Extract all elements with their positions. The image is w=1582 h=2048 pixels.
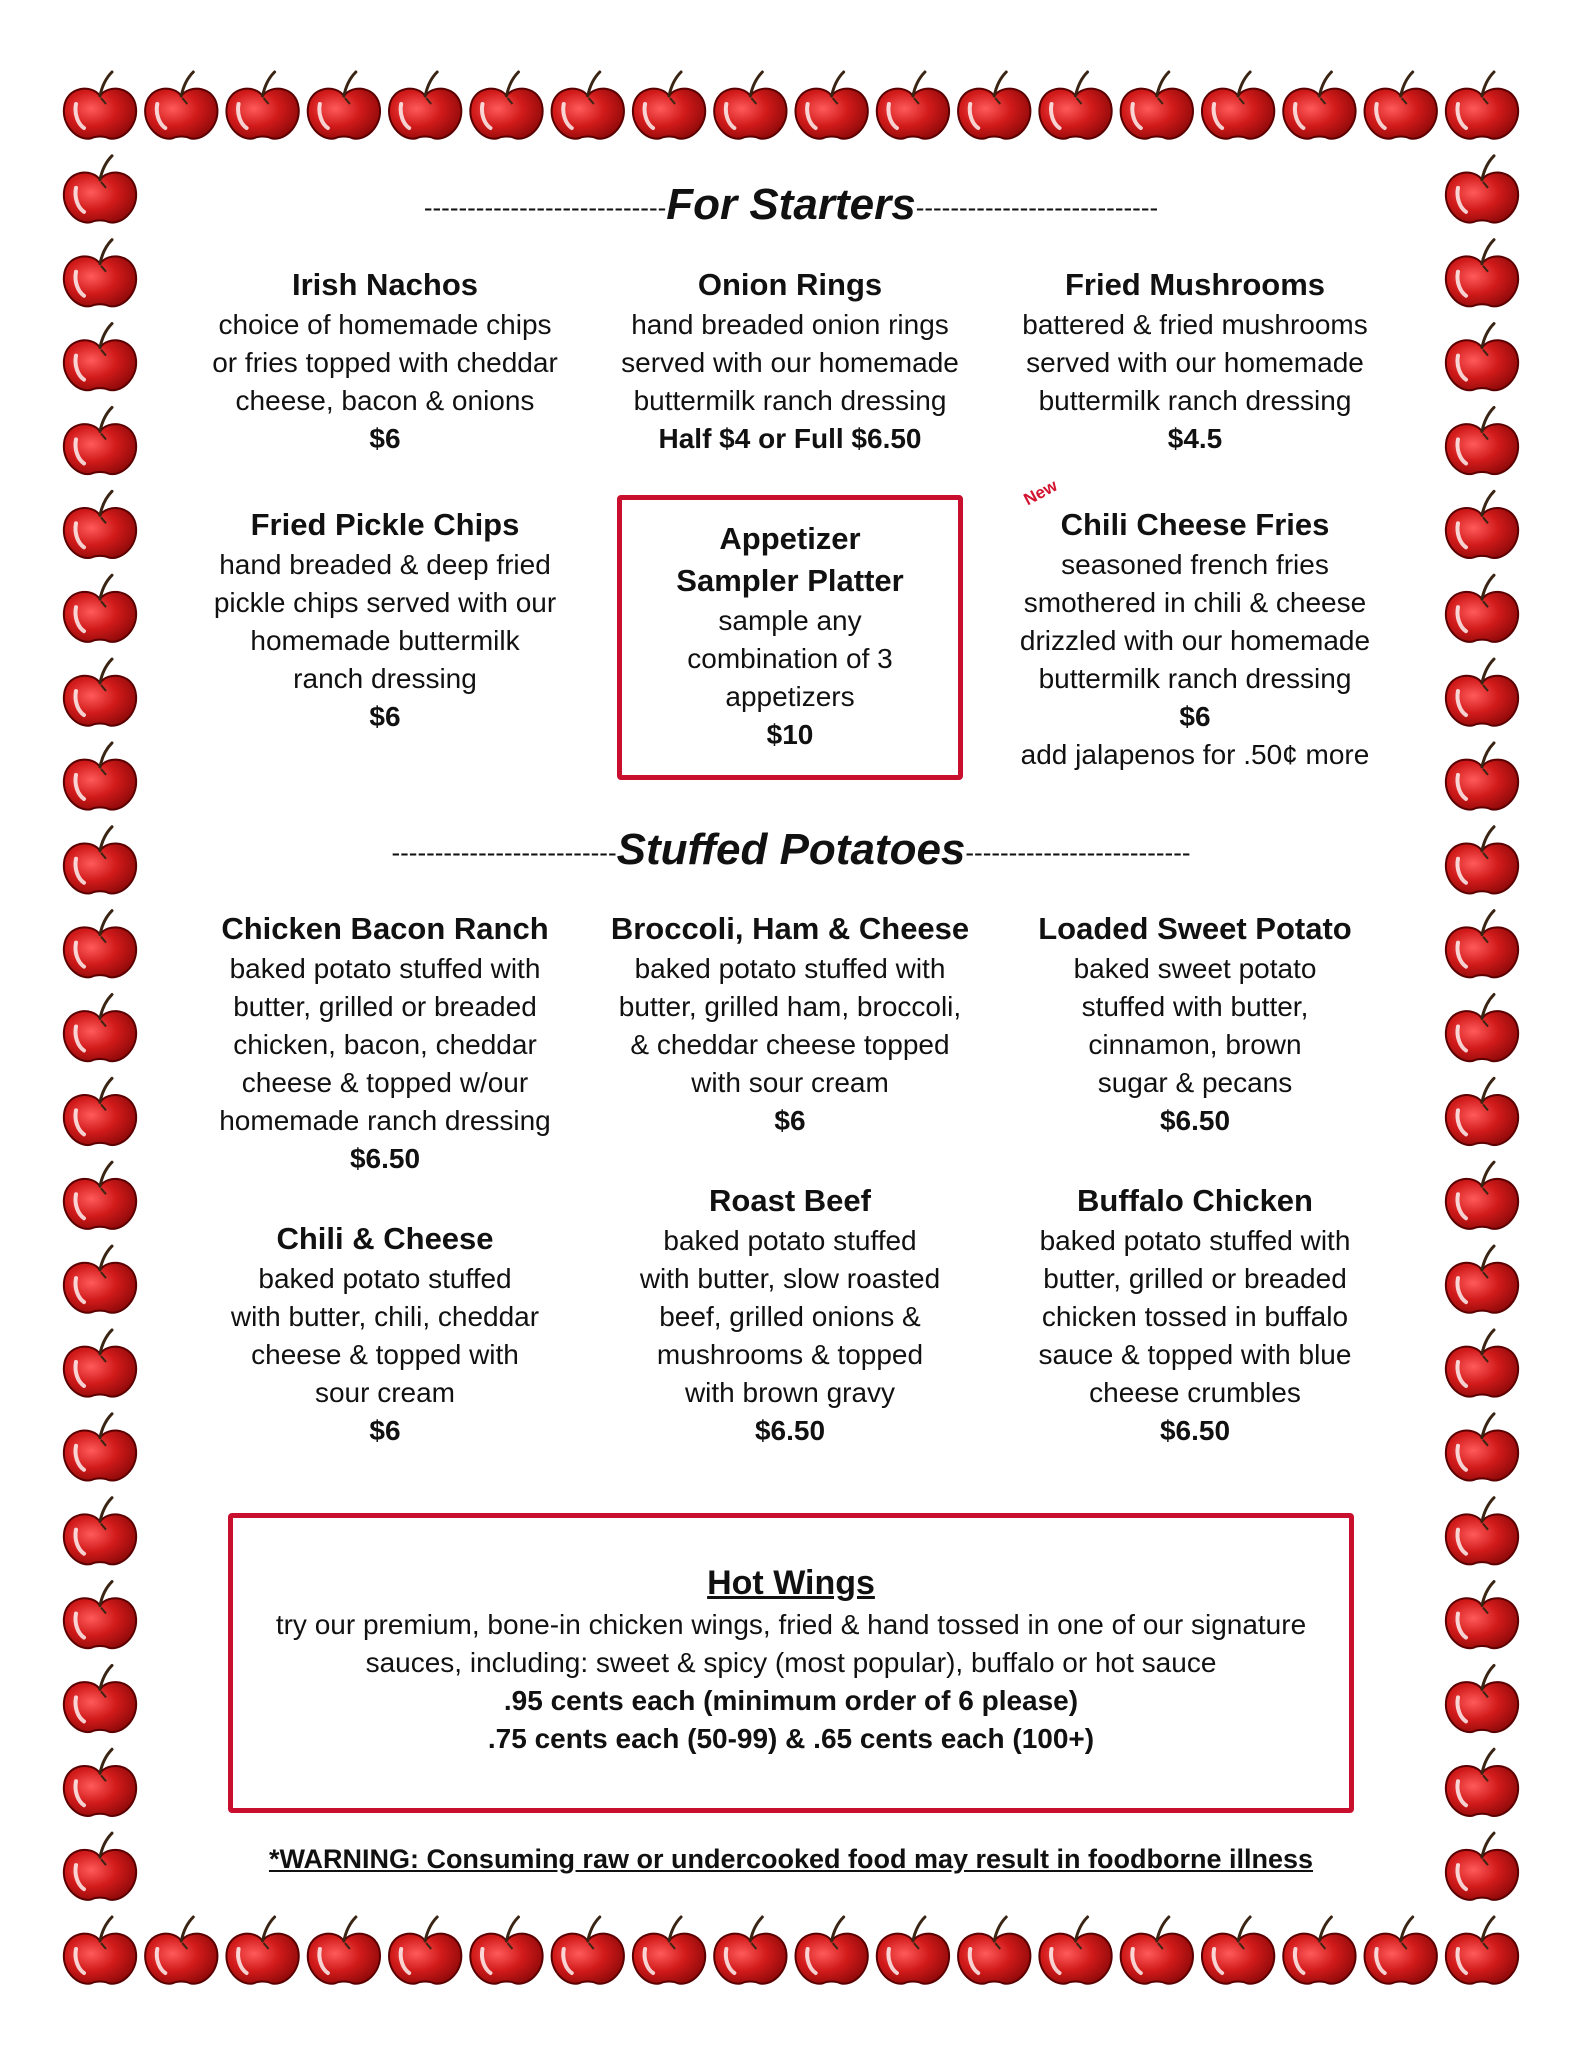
item-price: $6.50 xyxy=(754,1415,826,1446)
menu-item-fried-pickle-chips xyxy=(185,504,585,736)
hot-wings-price-line-1: .95 cents each (minimum order of 6 please) xyxy=(503,1685,1079,1716)
heading-rule-right: ---------------------------- xyxy=(915,192,1159,223)
hot-wings-price-line-2: .75 cents each (50-99) & .65 cents each (100+) xyxy=(487,1723,1095,1754)
item-price: $4.5 xyxy=(1167,423,1223,454)
item-price: $6.50 xyxy=(1159,1415,1231,1446)
item-description: baked potato stuffed with butter, slow roasted beef, grilled onions & mushrooms & topped with brown gravy xyxy=(639,1225,941,1408)
item-name: Roast Beef xyxy=(709,1183,871,1218)
hot-wings-title: Hot Wings xyxy=(707,1564,875,1602)
item-price: $6 xyxy=(1179,701,1211,732)
item-name: Chili & Cheese xyxy=(276,1221,494,1256)
item-name: Irish Nachos xyxy=(291,267,479,302)
starters-heading-text: For Starters xyxy=(666,180,916,229)
item-description: baked potato stuffed with butter, grilled ham, broccoli, & cheddar cheese topped with sour cream xyxy=(618,953,962,1098)
item-price: $6 xyxy=(369,701,401,732)
food-warning: *WARNING: Consuming raw or undercooked food may result in foodborne illness xyxy=(268,1844,1314,1874)
menu-item-buffalo-chicken xyxy=(995,1180,1395,1450)
item-price: $6.50 xyxy=(1159,1105,1231,1136)
item-price: $6.50 xyxy=(349,1143,421,1174)
menu-item-chili-cheese-potato xyxy=(185,1218,585,1450)
item-name: Loaded Sweet Potato xyxy=(1038,911,1352,946)
sampler-platter-box xyxy=(617,495,963,780)
item-price: $10 xyxy=(766,719,814,750)
item-name: Broccoli, Ham & Cheese xyxy=(610,911,970,946)
item-description: seasoned french fries smothered in chili & cheese drizzled with our homemade buttermilk ranch dressing xyxy=(1019,549,1371,694)
potatoes-heading xyxy=(0,825,1582,877)
item-description: baked potato stuffed with butter, grilled or breaded chicken tossed in buffalo sauce & topped with blue cheese crumbles xyxy=(1038,1225,1352,1408)
menu-item-onion-rings xyxy=(590,264,990,458)
menu-item-chicken-bacon-ranch xyxy=(185,908,585,1178)
menu-item-irish-nachos xyxy=(185,264,585,458)
item-name: Onion Rings xyxy=(697,267,883,302)
item-extra: add jalapenos for .50¢ more xyxy=(1020,739,1370,770)
menu-item-broccoli-ham-cheese xyxy=(590,908,990,1140)
item-description: sample any combination of 3 appetizers xyxy=(687,605,893,712)
item-description: baked potato stuffed with butter, grilled or breaded chicken, bacon, cheddar cheese & topped w/our homemade ranch dressing xyxy=(219,953,551,1136)
starters-heading xyxy=(0,180,1582,232)
potatoes-heading-text: Stuffed Potatoes xyxy=(616,825,966,874)
item-description: baked potato stuffed with butter, chili, cheddar cheese & topped with sour cream xyxy=(230,1263,540,1408)
new-badge: New xyxy=(1020,475,1061,510)
hot-wings-description: try our premium, bone-in chicken wings, fried & hand tossed in one of our signature sauces, including: sweet & spicy (most popular), buffalo or hot sauce xyxy=(275,1609,1307,1678)
item-name: Buffalo Chicken xyxy=(1077,1183,1313,1218)
heading-rule-left: ---------------------------- xyxy=(423,192,667,223)
item-name: Appetizer Sampler Platter xyxy=(676,521,904,598)
menu-item-roast-beef xyxy=(590,1180,990,1450)
item-price: $6 xyxy=(369,1415,401,1446)
item-description: hand breaded onion rings served with our homemade buttermilk ranch dressing xyxy=(621,309,959,416)
item-price: $6 xyxy=(774,1105,806,1136)
menu-item-fried-mushrooms xyxy=(995,264,1395,458)
item-description: baked sweet potato stuffed with butter, cinnamon, brown sugar & pecans xyxy=(1073,953,1317,1098)
item-name: Chili Cheese Fries xyxy=(1060,507,1330,542)
menu-item-appetizer-sampler xyxy=(622,518,958,754)
menu-item-loaded-sweet-potato xyxy=(995,908,1395,1140)
item-description: choice of homemade chips or fries topped with cheddar cheese, bacon & onions xyxy=(212,309,558,416)
item-description: battered & fried mushrooms served with our homemade buttermilk ranch dressing xyxy=(1022,309,1368,416)
item-price: $6 xyxy=(369,423,401,454)
heading-rule-left: -------------------------- xyxy=(391,837,617,868)
menu-item-chili-cheese-fries xyxy=(995,504,1395,774)
heading-rule-right: -------------------------- xyxy=(965,837,1191,868)
hot-wings-box xyxy=(228,1513,1354,1813)
item-name: Chicken Bacon Ranch xyxy=(221,911,549,946)
item-name: Fried Mushrooms xyxy=(1064,267,1326,302)
item-description: hand breaded & deep fried pickle chips served with our homemade buttermilk ranch dressing xyxy=(213,549,557,694)
item-price: Half $4 or Full $6.50 xyxy=(658,423,922,454)
item-name: Fried Pickle Chips xyxy=(250,507,520,542)
